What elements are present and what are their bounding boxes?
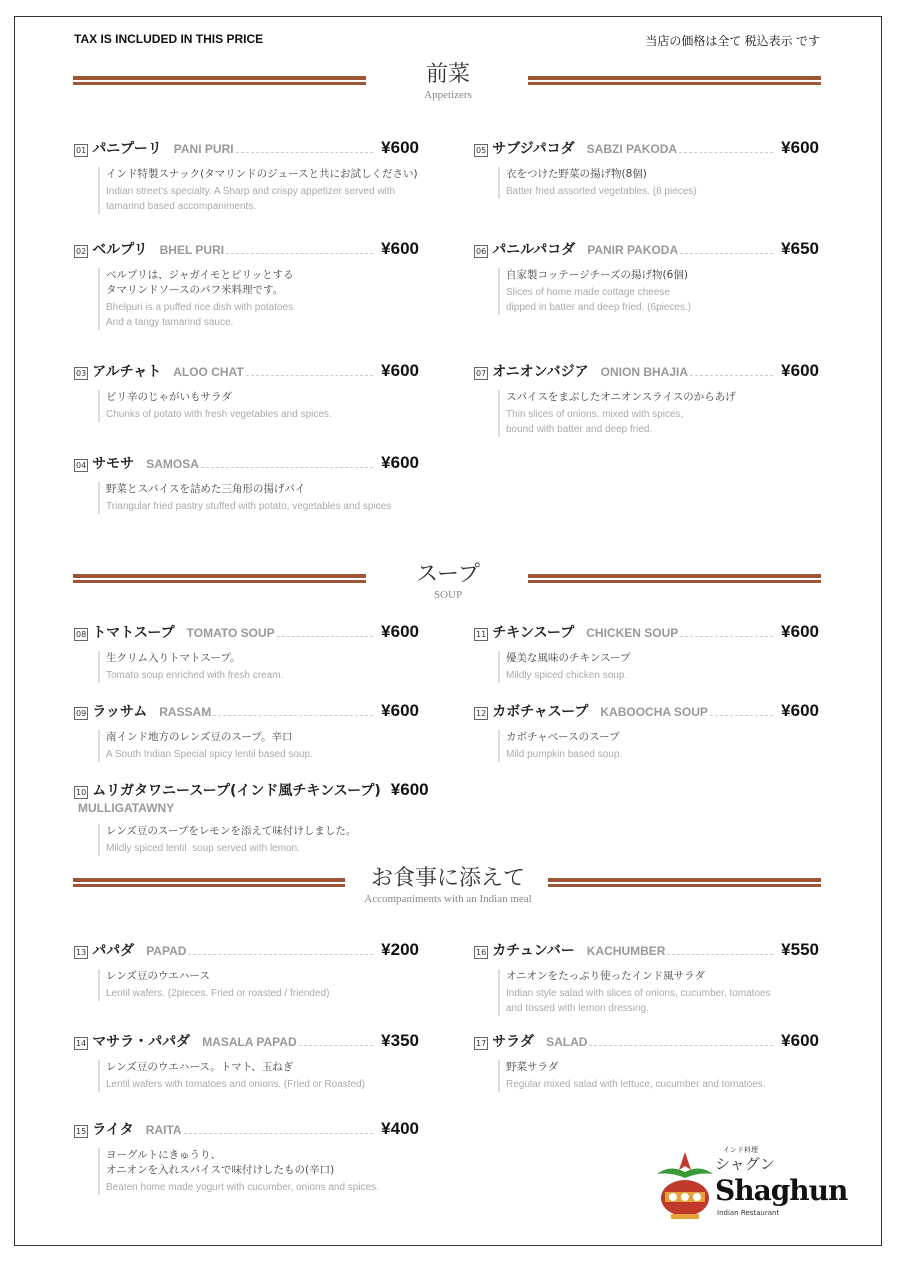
menu-item[interactable] (74, 138, 419, 214)
item-title-line (74, 1119, 419, 1140)
logo-tagline: Indian Restaurant (717, 1209, 780, 1217)
item-number: 14 (76, 1039, 87, 1048)
dotted-leader (246, 375, 374, 376)
item-description (98, 824, 419, 856)
item-title-line (74, 138, 419, 159)
dotted-leader (667, 954, 773, 955)
item-description (498, 730, 819, 762)
section-title: 前菜 (425, 62, 470, 87)
item-name-jp: オニオンバジア (492, 364, 589, 380)
menu-item[interactable] (474, 622, 819, 683)
item-price: ¥600 (381, 453, 419, 472)
item-title-line (74, 361, 419, 382)
item-price: ¥550 (781, 940, 819, 959)
logo-kana: シャグン (715, 1155, 775, 1173)
description-en: Mild pumpkin based soup. (506, 749, 623, 760)
tax-note-jp: 当店の価格は全て 税込表示 です (645, 34, 820, 48)
item-name-jp: サモサ (92, 456, 135, 472)
item-name-jp: サブジパコダ (492, 141, 575, 157)
description-jp: 衣をつけた野菜の揚げ物(8個) (506, 168, 647, 180)
item-title-line (474, 622, 819, 643)
item-description (498, 268, 819, 315)
item-number: 04 (76, 461, 87, 470)
item-number: 16 (476, 948, 487, 957)
item-name-jp: パニルパコダ (492, 242, 576, 258)
menu-item[interactable] (74, 701, 419, 762)
item-title-line (474, 138, 819, 159)
description-en: Tomato soup enriched with fresh cream. (106, 670, 284, 681)
item-name-jp: ラッサム (92, 704, 148, 720)
item-title-line (74, 1031, 419, 1052)
item-price: ¥600 (381, 622, 419, 641)
item-name-en: BHEL PURI (159, 243, 225, 257)
section-title: お食事に添えて (370, 866, 525, 891)
logo-name: Shaghun (715, 1174, 848, 1207)
menu-item[interactable] (474, 138, 819, 199)
item-description (98, 390, 419, 422)
dotted-leader (201, 467, 373, 468)
dotted-leader (680, 253, 773, 254)
shaghun-logo (655, 1146, 855, 1222)
item-name-jp: ベルプリ (92, 242, 148, 258)
description-jp: レンズ豆のウエハース (106, 970, 210, 982)
item-name-en: RAITA (145, 1123, 182, 1137)
item-number: 15 (76, 1127, 87, 1136)
item-price: ¥600 (381, 138, 419, 157)
menu-item[interactable] (74, 239, 419, 330)
item-description (498, 651, 819, 683)
item-name-jp: チキンスープ (492, 625, 575, 641)
item-number: 01 (76, 146, 87, 155)
item-description (98, 651, 419, 683)
dotted-leader (213, 715, 373, 716)
item-price: ¥600 (781, 138, 819, 157)
description-jp: オニオンをたっぷり使ったインド風サラダ (506, 970, 705, 982)
description-en: Chunks of potato with fresh vegetables and spices. (106, 409, 332, 420)
description-jp: ピリ辛のじゃがいもサラダ (106, 391, 232, 403)
item-title-line (74, 239, 419, 260)
item-name-en: TOMATO SOUP (186, 626, 275, 640)
menu-item[interactable] (474, 1031, 819, 1092)
menu-item[interactable] (474, 940, 819, 1016)
description-jp: スパイスをまぶしたオニオンスライスのからあげ (506, 391, 736, 403)
description-en: Indian style salad with slices of onions, cucumber, tomatoes and tossed with lemon dressing. (506, 988, 771, 1014)
item-price: ¥650 (781, 239, 819, 258)
item-price: ¥350 (381, 1031, 419, 1050)
item-name-jp: マサラ・パパダ (92, 1034, 191, 1050)
description-en: Regular mixed salad with lettuce, cucumber and tomatoes. (506, 1079, 766, 1090)
description-en: Slices of home made cottage cheese dipped in batter and deep fried. (6pieces.) (506, 287, 692, 313)
item-name-en: ALOO CHAT (173, 365, 244, 379)
menu-item[interactable] (474, 701, 819, 762)
item-name-jp: カボチャスープ (492, 704, 589, 720)
item-price: ¥600 (381, 361, 419, 380)
item-title-line (474, 701, 819, 722)
item-price: ¥600 (381, 239, 419, 258)
item-name-en: ONION BHAJIA (600, 365, 688, 379)
kalash-pot-icon (655, 1150, 715, 1220)
menu-item[interactable] (474, 361, 819, 437)
item-name-en: SALAD (546, 1035, 588, 1049)
item-name-en: PAPAD (146, 944, 187, 958)
item-number: 10 (76, 788, 87, 797)
item-title-line (474, 1031, 819, 1052)
item-name-en: KACHUMBER (586, 944, 666, 958)
description-jp: インド特製スナック(タマリンドのジュースと共にお試しください) (106, 168, 418, 180)
description-jp: レンズ豆のスープをレモンを添えて味付けしました。 (106, 825, 357, 837)
description-en: Indian street's specialty. A Sharp and crispy appetizer served with tamarind based accompaniments. (106, 186, 396, 212)
description-jp: 南インド地方のレンズ豆のスープ。辛口 (106, 731, 293, 743)
description-jp: ヨーグルトにきゅうり、 オニオンを入れスパイスで味付けしたもの(辛口) (106, 1149, 335, 1176)
description-jp: 野菜とスパイスを詰めた三角形の揚げパイ (106, 483, 306, 495)
item-name-jp: サラダ (492, 1034, 535, 1050)
item-number: 06 (476, 247, 487, 256)
item-description (98, 482, 419, 514)
item-name-en: PANIR PAKODA (587, 243, 679, 257)
logo-small-text: インド料理 (723, 1146, 758, 1154)
description-jp: 優美な風味のチキンスープ (506, 652, 631, 664)
description-jp: カボチャベースのスープ (506, 731, 620, 743)
description-jp: 生クリム入りトマトスープ。 (106, 652, 241, 664)
item-description (98, 1060, 419, 1092)
item-name-en: CHICKEN SOUP (586, 626, 679, 640)
item-name-jp: トマトスープ (92, 625, 175, 641)
dotted-leader (710, 715, 773, 716)
dotted-leader (299, 1045, 374, 1046)
item-name-en: SABZI PAKODA (586, 142, 678, 156)
item-title-line (474, 361, 819, 382)
description-en: Mildly spiced lentil soup served with lemon. (106, 843, 300, 854)
item-title-line (74, 622, 419, 643)
item-price: ¥400 (381, 1119, 419, 1138)
menu-item[interactable] (74, 1031, 419, 1092)
description-en: Thin slices of onions, mixed with spices, bound with batter and deep fried. (506, 409, 684, 435)
dotted-leader (679, 152, 773, 153)
item-number: 02 (76, 247, 87, 256)
item-description (98, 268, 419, 330)
description-en: Beaten home made yogurt with cucumber, onions and spices. (106, 1182, 379, 1193)
item-description (498, 167, 819, 199)
description-jp: 自家製コッテージチーズの揚げ物(6個) (506, 269, 688, 281)
description-en: Bhelpuri is a puffed rice dish with potatoes And a tangy tamarind sauce. (106, 302, 294, 328)
menu-item[interactable] (74, 1119, 419, 1195)
section-subtitle: Appetizers (424, 89, 472, 101)
item-name-en: RASSAM (159, 705, 212, 719)
description-en: Lentil wafers with tomatoes and onions. (Fried or Roasted) (106, 1079, 366, 1090)
item-title-line (474, 940, 819, 961)
description-jp: ベルプリは、ジャガイモとピリッとする タマリンドソースのパフ米料理です。 (106, 269, 294, 296)
item-price: ¥600 (381, 701, 419, 720)
section-subtitle: SOUP (433, 589, 463, 601)
item-name-en: KABOOCHA SOUP (600, 705, 708, 719)
item-number: 08 (76, 630, 87, 639)
item-name-jp: アルチャト (92, 364, 162, 380)
item-price: ¥200 (381, 940, 419, 959)
item-price: ¥600 (781, 622, 819, 641)
description-en: A South Indian Special spicy lentil based soup. (106, 749, 313, 760)
item-description (98, 167, 419, 214)
menu-item[interactable] (74, 361, 419, 422)
item-title-line (74, 701, 419, 722)
item-description (98, 1148, 419, 1195)
item-name-jp: パニプーリ (92, 141, 162, 157)
item-number: 09 (76, 709, 87, 718)
item-price: ¥600 (781, 361, 819, 380)
item-number: 11 (476, 630, 487, 639)
item-description (498, 390, 819, 437)
description-jp: レンズ豆のウエハース。トマト、玉ねぎ (106, 1061, 294, 1073)
item-title-line (74, 453, 419, 474)
menu-item[interactable] (74, 780, 429, 856)
menu-item[interactable] (74, 940, 419, 1001)
description-en: Triangular fried pastry stuffed with potato, vegetables and spices (106, 501, 392, 512)
item-number: 07 (476, 369, 487, 378)
item-name-jp: カチュンバー (492, 943, 575, 959)
item-description (498, 1060, 819, 1092)
item-name-en: MULLIGATAWNY (78, 801, 175, 815)
dotted-leader (690, 375, 773, 376)
item-number: 12 (476, 709, 487, 718)
menu-item[interactable] (474, 239, 819, 315)
item-name-jp: パパダ (92, 943, 135, 959)
item-title-line (74, 780, 429, 801)
item-price: ¥600 (781, 701, 819, 720)
item-description (98, 730, 419, 762)
item-name-jp: ムリガタワニースープ(インド風チキンスープ) (92, 783, 381, 799)
description-en: Mildly spiced chicken soup. (506, 670, 628, 681)
dotted-leader (226, 253, 373, 254)
item-name-en: MASALA PAPAD (202, 1035, 297, 1049)
item-description (498, 969, 819, 1016)
description-en: Lentil wafers. (2pieces. Fried or roasted / friended) (106, 988, 330, 999)
item-name-jp: ライタ (92, 1122, 134, 1138)
description-en: Batter fried assorted vegetables. (8 pieces) (506, 186, 697, 197)
item-number: 03 (76, 369, 87, 378)
item-price: ¥600 (781, 1031, 819, 1050)
item-title-line (74, 940, 419, 961)
menu-item[interactable] (74, 622, 419, 683)
item-number: 13 (76, 948, 87, 957)
dotted-leader (188, 954, 373, 955)
item-price: ¥600 (390, 780, 429, 799)
item-description (98, 969, 419, 1001)
dotted-leader (589, 1045, 773, 1046)
dotted-leader (184, 1133, 374, 1134)
section-subtitle: Accompaniments with an Indian meal (364, 893, 532, 905)
item-number: 17 (476, 1039, 487, 1048)
item-name-en: SAMOSA (146, 457, 199, 471)
item-title-line (474, 239, 819, 260)
item-number: 05 (476, 146, 487, 155)
dotted-leader (277, 636, 374, 637)
description-jp: 野菜サラダ (506, 1061, 559, 1073)
section-title: スープ (416, 562, 480, 587)
dotted-leader (236, 152, 374, 153)
item-name-en: PANI PURI (173, 142, 234, 156)
menu-item[interactable] (74, 453, 419, 514)
dotted-leader (680, 636, 773, 637)
tax-note-en: TAX IS INCLUDED IN THIS PRICE (74, 32, 264, 46)
